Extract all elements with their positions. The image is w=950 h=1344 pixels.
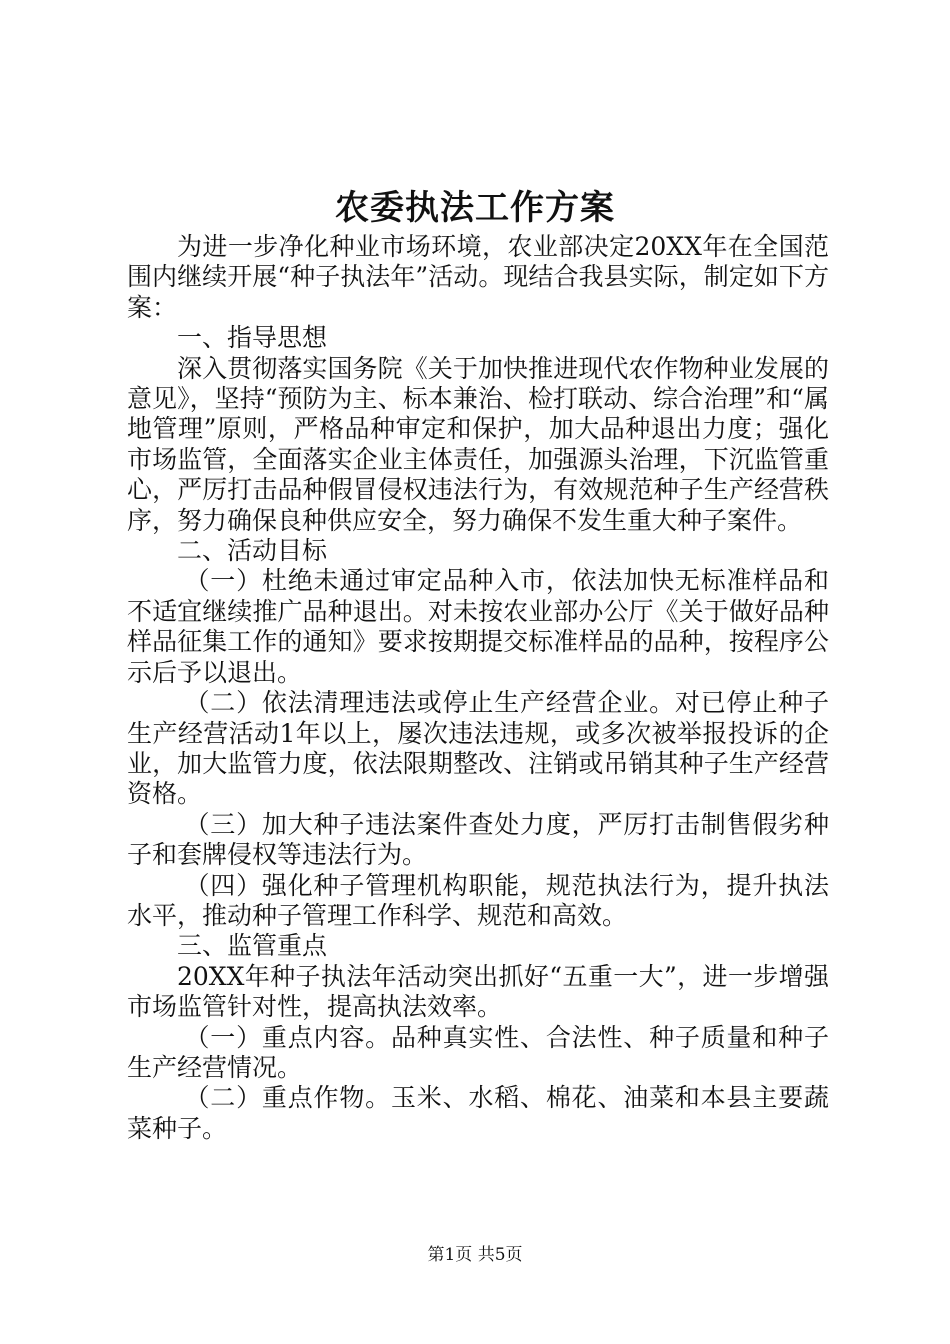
paragraph-supervision-intro: 20XX年种子执法年活动突出抓好“五重一大”，进一步增强市场监管针对性，提高执法效率。 [127,961,829,1022]
document-title: 农委执法工作方案 [335,188,615,228]
paragraph-guiding-thought: 深入贯彻落实国务院《关于加快推进现代农作物种业发展的意见》，坚持“预防为主、标本兼治、检打联动、综合治理”和“属地管理”原则，严格品种审定和保护，加大品种退出力度；强化市场监管，全面落实企业主体责任，加强源头治理，下沉监管重心，严厉打击品种假冒侵权违法行为，有效规范种子生产经营秩序，努力确保良种供应安全，努力确保不发生重大种子案件。 [127,353,829,535]
paragraph-goal-4: （四）强化种子管理机构职能，规范执法行为，提升执法水平，推动种子管理工作科学、规范和高效。 [127,870,829,930]
paragraph-focus-content: （一）重点内容。品种真实性、合法性、种子质量和种子生产经营情况。 [127,1022,829,1082]
paragraph-goal-2: （二）依法清理违法或停止生产经营企业。对已停止种子生产经营活动1年以上，屡次违法违规，或多次被举报投诉的企业，加大监管力度，依法限期整改、注销或吊销其种子生产经营资格。 [127,688,829,809]
section-heading-activity-goals: 二、活动目标 [177,536,328,566]
section-heading-guiding-thought: 一、指导思想 [177,323,328,353]
paragraph-intro: 为进一步净化种业市场环境，农业部决定20XX年在全国范围内继续开展“种子执法年”活动。现结合我县实际，制定如下方案： [127,232,829,322]
paragraph-focus-crops: （二）重点作物。玉米、水稻、棉花、油菜和本县主要蔬菜种子。 [127,1083,829,1143]
paragraph-goal-1: （一）杜绝未通过审定品种入市，依法加快无标准样品和不适宜继续推广品种退出。对未按农业部办公厅《关于做好品种样品征集工作的通知》要求按期提交标准样品的品种，按程序公示后予以退出。 [127,566,829,687]
page-footer: 第1页 共5页 [427,1245,523,1265]
paragraph-goal-3: （三）加大种子违法案件查处力度，严厉打击制售假劣种子和套牌侵权等违法行为。 [127,809,829,870]
section-heading-supervision-focus: 三、监管重点 [177,931,328,961]
document-body [127,232,829,1144]
